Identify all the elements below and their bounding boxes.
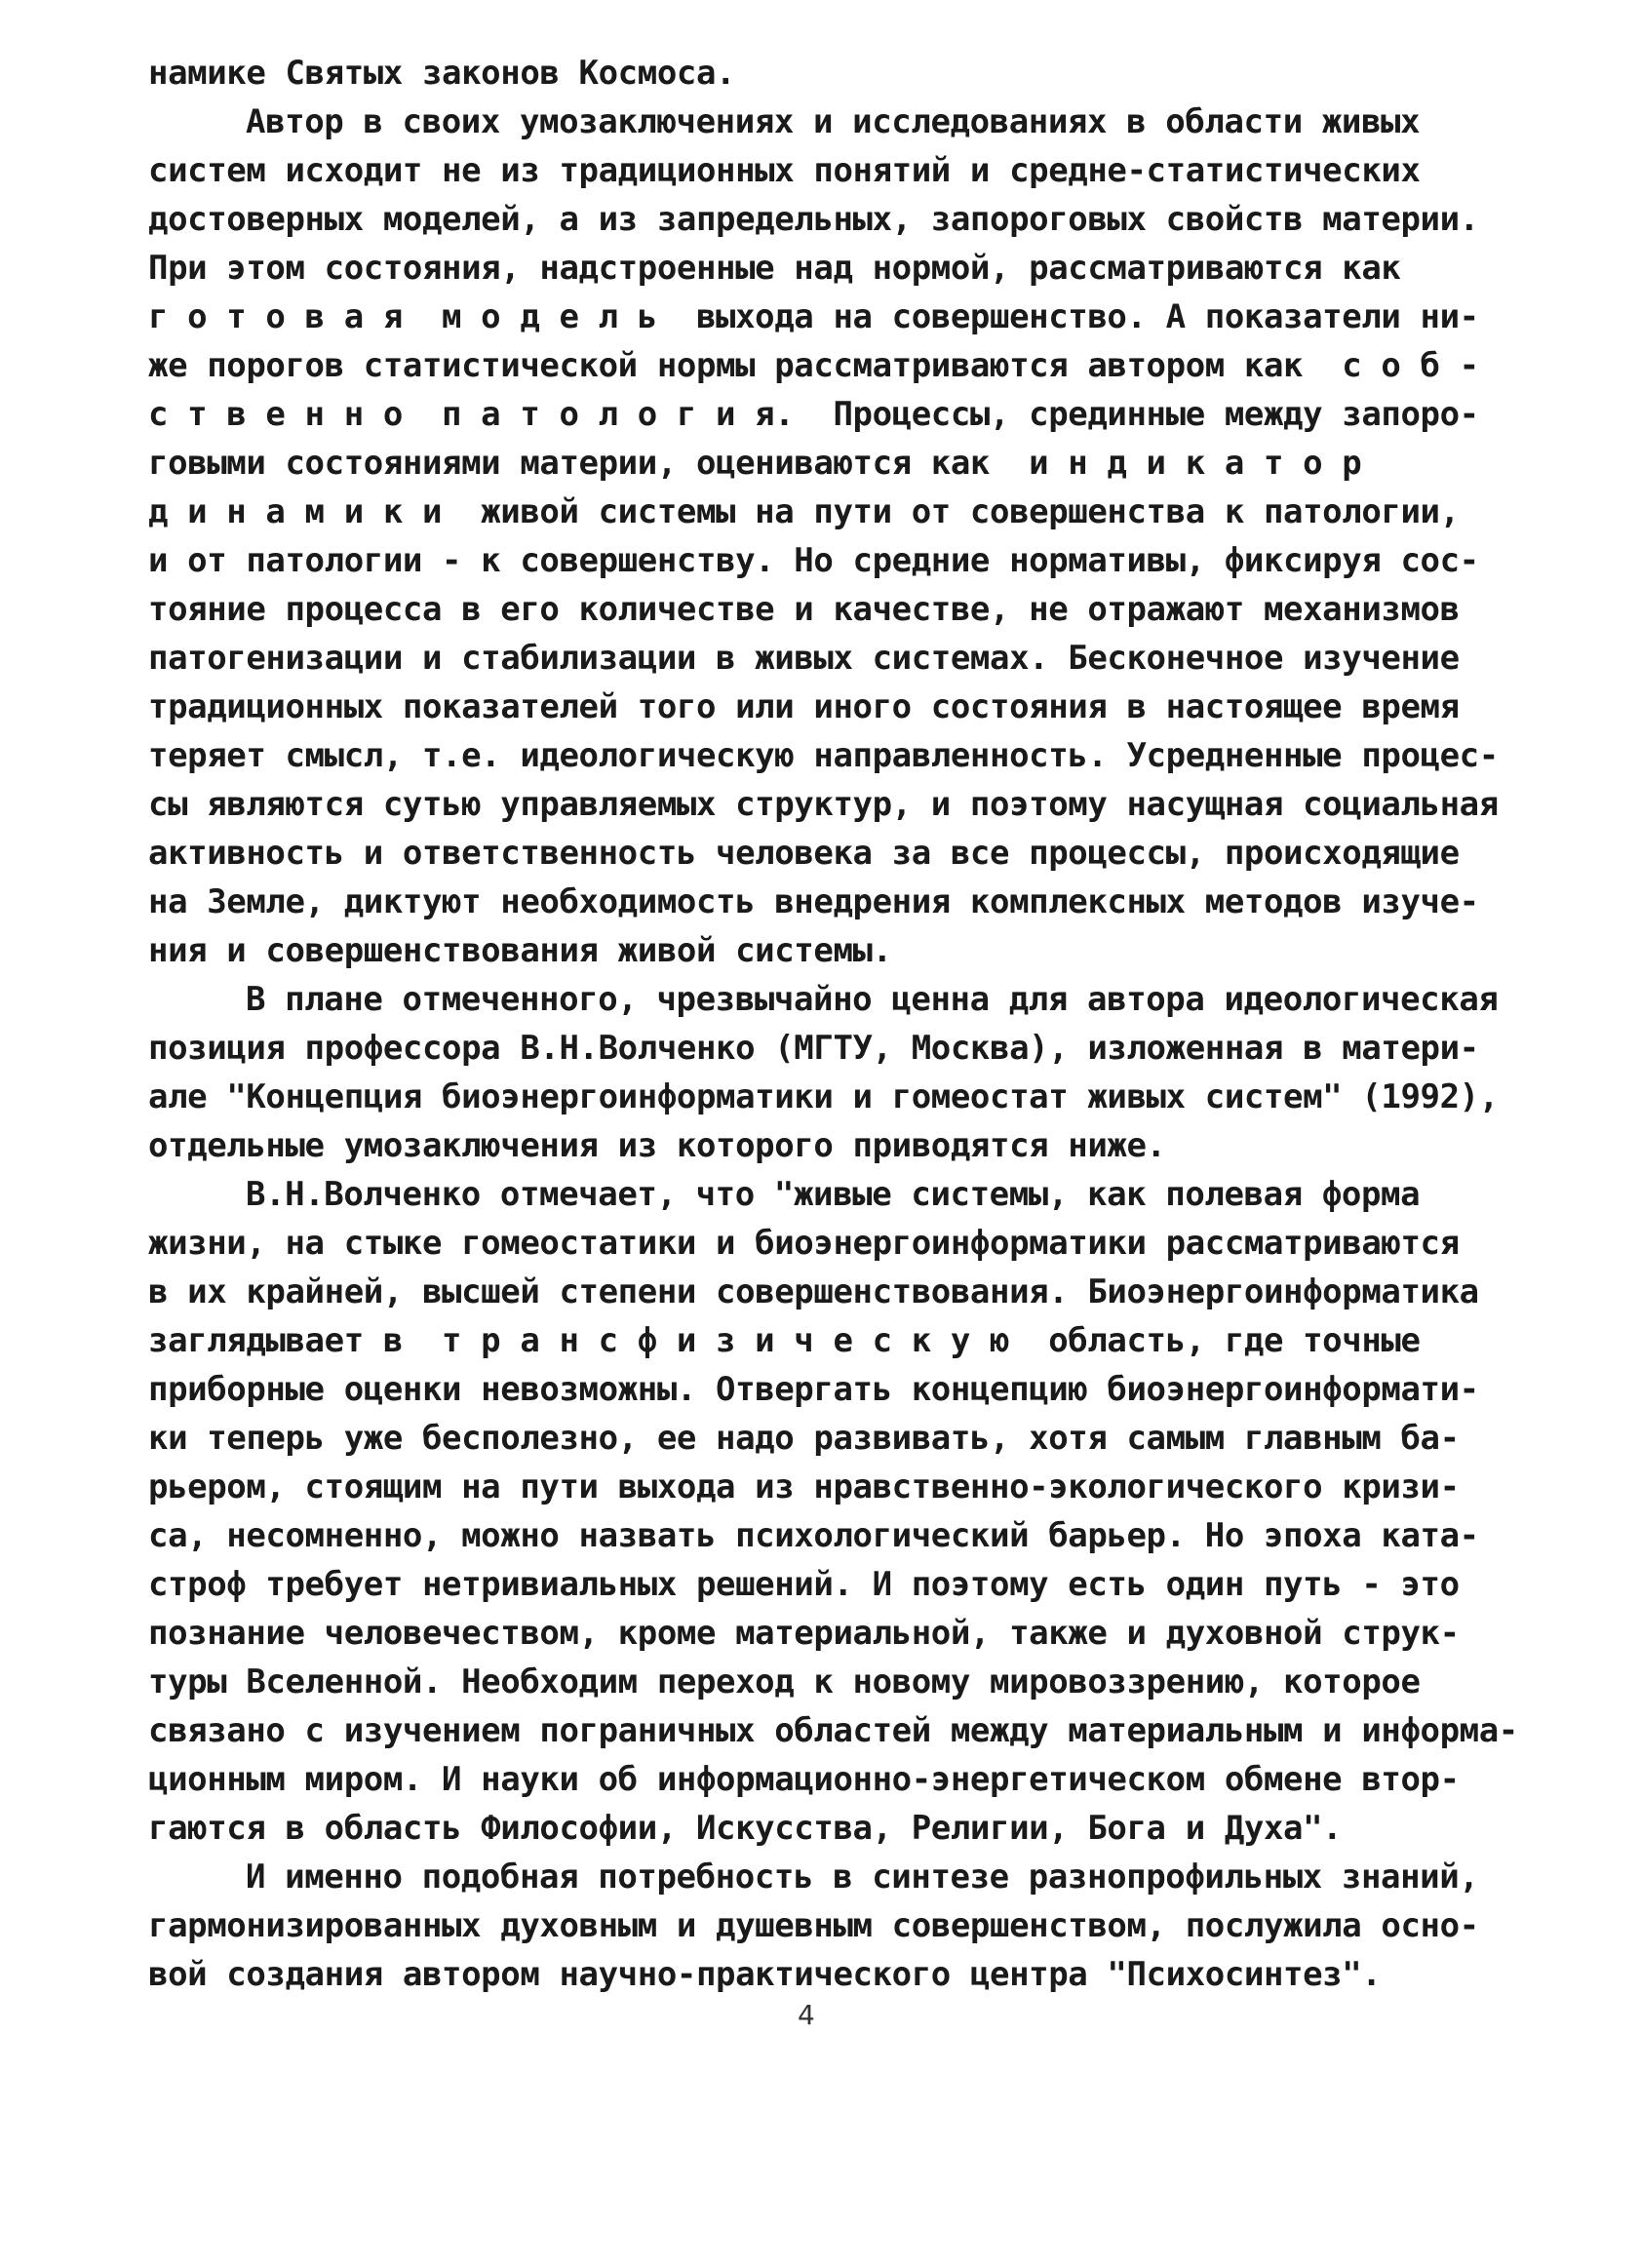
- text-line: гаются в область Философии, Искусства, Религии, Бога и Духа".: [148, 1809, 1343, 1848]
- text-line: В.Н.Волченко отмечает, что "живые системы, как полевая форма: [246, 1175, 1421, 1214]
- text-line: активность и ответственность человека за все процессы, происходящие: [148, 834, 1460, 873]
- text-line: ки теперь уже бесполезно, ее надо развивать, хотя самым главным ба-: [148, 1419, 1460, 1458]
- text-line: тояние процесса в его количестве и качестве, не отражают механизмов: [148, 590, 1460, 629]
- text-line: с т в е н н о п а т о л о г и я. Процессы, срединные между запоро-: [148, 395, 1479, 434]
- text-line: са, несомненно, можно назвать психологический барьер. Но эпоха ката-: [148, 1516, 1479, 1555]
- text-line: говыми состояниями материи, оцениваются как и н д и к а т о р: [148, 444, 1362, 483]
- text-line: связано с изучением пограничных областей между материальным и информа-: [148, 1711, 1518, 1750]
- text-line: на Земле, диктуют необходимость внедрения комплексных методов изуче-: [148, 882, 1479, 921]
- text-line: и от патологии - к совершенству. Но средние нормативы, фиксируя сос-: [148, 541, 1479, 580]
- text-line: в их крайней, высшей степени совершенствования. Биоэнергоинформатика: [148, 1272, 1479, 1311]
- text-line: же порогов статистической нормы рассматриваются автором как с о б -: [148, 346, 1479, 385]
- text-line: традиционных показателей того или иного состояния в настоящее время: [148, 687, 1460, 726]
- text-line: позиция профессора В.Н.Волченко (МГТУ, Москва), изложенная в матери-: [148, 1029, 1479, 1068]
- text-line: отдельные умозаключения из которого приводятся ниже.: [148, 1126, 1166, 1165]
- text-line: При этом состояния, надстроенные над нормой, рассматриваются как: [148, 249, 1401, 288]
- text-line: В плане отмеченного, чрезвычайно ценна для автора идеологическая: [246, 980, 1499, 1019]
- text-line: систем исходит не из традиционных понятий и средне-статистических: [148, 151, 1421, 190]
- text-line: намике Святых законов Космоса.: [148, 54, 736, 93]
- text-line: достоверных моделей, а из запредельных, запороговых свойств материи.: [148, 200, 1479, 239]
- text-line: рьером, стоящим на пути выхода из нравственно-экологического кризи-: [148, 1467, 1460, 1506]
- text-line: г о т о в а я м о д е л ь выхода на совершенство. А показатели ни-: [148, 297, 1479, 336]
- text-line: але "Концепция биоэнергоинформатики и гомеостат живых систем" (1992),: [148, 1077, 1499, 1116]
- text-line: познание человечеством, кроме материальной, также и духовной струк-: [148, 1614, 1460, 1653]
- text-line: вой создания автором научно-практического центра "Психосинтез".: [148, 1955, 1382, 1994]
- text-line: гармонизированных духовным и душевным совершенством, послужила осно-: [148, 1906, 1479, 1945]
- text-line: И именно подобная потребность в синтезе разнопрофильных знаний,: [246, 1857, 1479, 1897]
- text-line: жизни, на стыке гомеостатики и биоэнергоинформатики рассматриваются: [148, 1224, 1460, 1263]
- text-line: ния и совершенствования живой системы.: [148, 931, 892, 970]
- text-line: туры Вселенной. Необходим переход к новому мировоззрению, которое: [148, 1662, 1421, 1701]
- page-number: 4: [798, 1999, 815, 2031]
- text-line: теряет смысл, т.е. идеологическую направленность. Усредненные процес-: [148, 736, 1499, 775]
- text-line: приборные оценки невозможны. Отвергать концепцию биоэнергоинформати-: [148, 1370, 1479, 1409]
- text-line: сы являются сутью управляемых структур, и поэтому насущная социальная: [148, 785, 1499, 824]
- text-line: Автор в своих умозаключениях и исследованиях в области живых: [246, 102, 1421, 141]
- text-line: строф требует нетривиальных решений. И поэтому есть один путь - это: [148, 1565, 1460, 1604]
- text-line: д и н а м и к и живой системы на пути от совершенства к патологии,: [148, 492, 1460, 531]
- text-line: ционным миром. И науки об информационно-энергетическом обмене втор-: [148, 1760, 1460, 1799]
- text-line: заглядывает в т р а н с ф и з и ч е с к у ю область, где точные: [148, 1321, 1421, 1360]
- body-text: [148, 49, 1518, 1999]
- text-line: патогенизации и стабилизации в живых системах. Бесконечное изучение: [148, 639, 1460, 678]
